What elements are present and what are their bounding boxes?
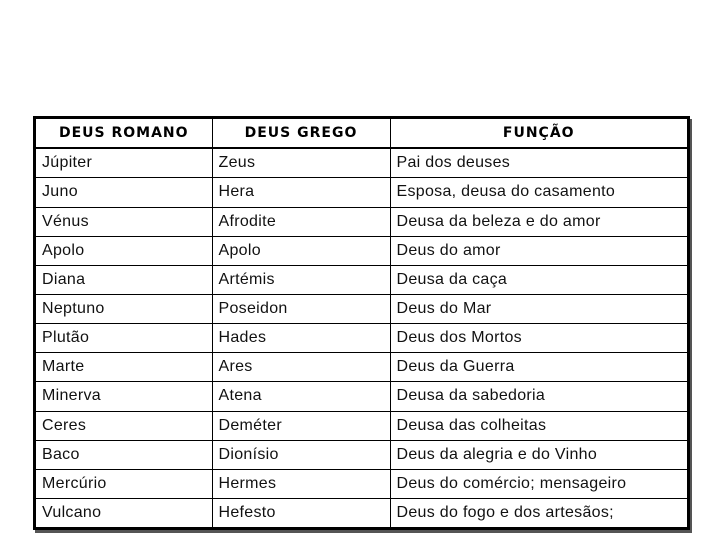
cell-greek-god: Afrodite <box>212 207 390 236</box>
cell-roman-god: Neptuno <box>36 294 212 323</box>
table-row <box>36 148 687 178</box>
cell-roman-god: Baco <box>36 440 212 469</box>
cell-greek-god: Artémis <box>212 265 390 294</box>
cell-roman-god: Juno <box>36 178 212 207</box>
cell-greek-god: Ares <box>212 353 390 382</box>
cell-greek-god: Hefesto <box>212 498 390 527</box>
cell-function: Deus dos Mortos <box>390 324 687 353</box>
cell-greek-god: Poseidon <box>212 294 390 323</box>
header-function: FUNÇÃO <box>390 119 687 148</box>
table-row <box>36 236 687 265</box>
cell-function: Deus da Guerra <box>390 353 687 382</box>
cell-function: Deus do Mar <box>390 294 687 323</box>
cell-function: Deus da alegria e do Vinho <box>390 440 687 469</box>
table-row <box>36 440 687 469</box>
table-row <box>36 265 687 294</box>
table-row <box>36 411 687 440</box>
cell-function: Esposa, deusa do casamento <box>390 178 687 207</box>
table-row <box>36 382 687 411</box>
table-row <box>36 178 687 207</box>
cell-function: Deus do fogo e dos artesãos; <box>390 498 687 527</box>
table-row <box>36 294 687 323</box>
cell-function: Deus do amor <box>390 236 687 265</box>
table-row <box>36 207 687 236</box>
cell-greek-god: Hermes <box>212 469 390 498</box>
table-row <box>36 498 687 527</box>
gods-table <box>36 119 687 527</box>
cell-greek-god: Hera <box>212 178 390 207</box>
table-row <box>36 469 687 498</box>
cell-roman-god: Mercúrio <box>36 469 212 498</box>
cell-roman-god: Júpiter <box>36 148 212 178</box>
cell-roman-god: Marte <box>36 353 212 382</box>
cell-roman-god: Minerva <box>36 382 212 411</box>
cell-roman-god: Plutão <box>36 324 212 353</box>
header-row <box>36 119 687 148</box>
cell-function: Deusa das colheitas <box>390 411 687 440</box>
cell-function: Deusa da sabedoria <box>390 382 687 411</box>
header-greek-god: DEUS GREGO <box>212 119 390 148</box>
header-roman-god: DEUS ROMANO <box>36 119 212 148</box>
cell-roman-god: Ceres <box>36 411 212 440</box>
table-row <box>36 353 687 382</box>
cell-greek-god: Atena <box>212 382 390 411</box>
cell-roman-god: Vulcano <box>36 498 212 527</box>
cell-greek-god: Apolo <box>212 236 390 265</box>
cell-greek-god: Hades <box>212 324 390 353</box>
cell-roman-god: Apolo <box>36 236 212 265</box>
cell-greek-god: Deméter <box>212 411 390 440</box>
cell-function: Pai dos deuses <box>390 148 687 178</box>
cell-greek-god: Zeus <box>212 148 390 178</box>
table-row <box>36 324 687 353</box>
cell-function: Deusa da beleza e do amor <box>390 207 687 236</box>
cell-function: Deus do comércio; mensageiro <box>390 469 687 498</box>
gods-table-container <box>33 116 690 530</box>
cell-roman-god: Diana <box>36 265 212 294</box>
cell-roman-god: Vénus <box>36 207 212 236</box>
cell-greek-god: Dionísio <box>212 440 390 469</box>
cell-function: Deusa da caça <box>390 265 687 294</box>
